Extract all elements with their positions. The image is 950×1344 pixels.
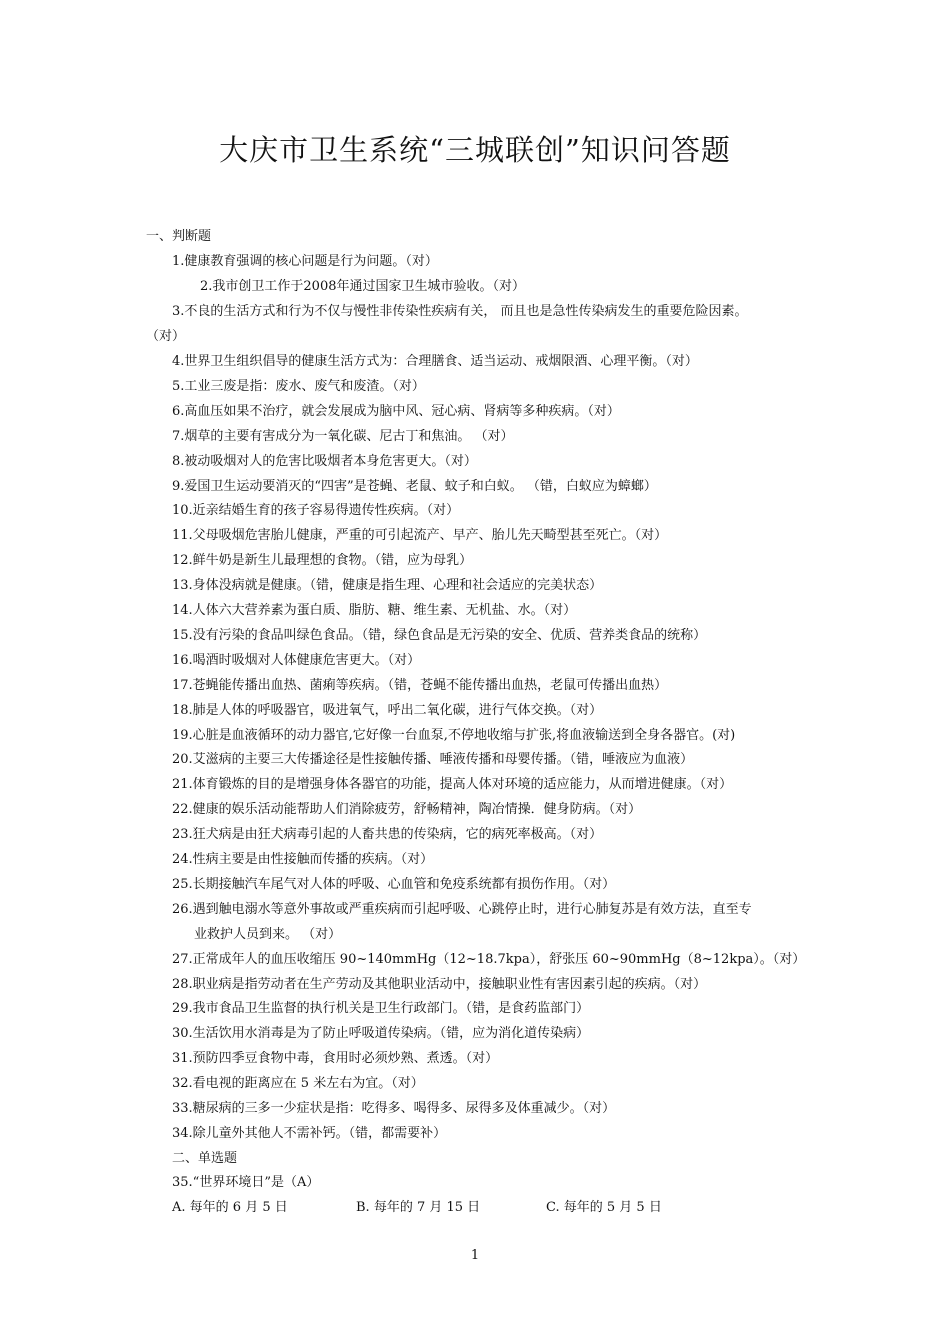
question-35-option-a: A. 每年的 6 月 5 日 <box>172 1200 288 1215</box>
question-5: 5.工业三废是指：废水、废气和废渣。（对） <box>172 379 425 394</box>
page-number: 1 <box>470 1248 480 1263</box>
question-2: 2.我市创卫工作于2008年通过国家卫生城市验收。（对） <box>200 279 525 294</box>
question-22: 22.健康的娱乐活动能帮助人们消除疲劳，舒畅精神，陶冶情操．健身防病。（对） <box>172 802 642 817</box>
question-26-line-1: 26.遇到触电溺水等意外事故或严重疾病而引起呼吸、心跳停止时，进行心肺复苏是有效方法，直至专 <box>172 902 752 917</box>
question-19: 19.心脏是血液循环的动力器官,它好像一台血泵,不停地收缩与扩张,将血液输送到全身各器官。(对) <box>172 728 736 743</box>
question-28: 28.职业病是指劳动者在生产劳动及其他职业活动中，接触职业性有害因素引起的疾病。（对） <box>172 977 707 992</box>
question-9: 9.爱国卫生运动要消灭的“四害”是苍蝇、老鼠、蚊子和白蚁。 （错，白蚁应为蟑螂） <box>172 479 657 494</box>
question-26-line-2: 业救护人员到来。 （对） <box>194 927 342 942</box>
question-25: 25.长期接触汽车尾气对人体的呼吸、心血管和免疫系统都有损伤作用。（对） <box>172 877 616 892</box>
question-1: 1.健康教育强调的核心问题是行为问题。（对） <box>172 254 438 269</box>
question-21: 21.体育锻炼的目的是增强身体各器官的功能，提高人体对环境的适应能力，从而增进健康。（对） <box>172 777 733 792</box>
question-8: 8.被动吸烟对人的危害比吸烟者本身危害更大。（对） <box>172 454 477 469</box>
question-29: 29.我市食品卫生监督的执行机关是卫生行政部门。（错，是食药监部门） <box>172 1001 590 1016</box>
question-12: 12.鲜牛奶是新生儿最理想的食物。（错，应为母乳） <box>172 553 473 568</box>
question-6: 6.高血压如果不治疗，就会发展成为脑中风、冠心病、肾病等多种疾病。（对） <box>172 404 620 419</box>
question-23: 23.狂犬病是由狂犬病毒引起的人畜共患的传染病，它的病死率极高。（对） <box>172 827 603 842</box>
question-17: 17.苍蝇能传播出血热、菌痢等疾病。（错，苍蝇不能传播出血热，老鼠可传播出血热） <box>172 678 668 693</box>
question-3-line-1: 3.不良的生活方式和行为不仅与慢性非传染性疾病有关， 而且也是急性传染病发生的重要危险因素。 <box>172 304 748 319</box>
question-16: 16.喝酒时吸烟对人体健康危害更大。（对） <box>172 653 421 668</box>
question-20: 20.艾滋病的主要三大传播途径是性接触传播、唾液传播和母婴传播。（错，唾液应为血液） <box>172 752 694 767</box>
section-heading-single-choice: 二、单选题 <box>172 1151 238 1166</box>
question-4: 4.世界卫生组织倡导的健康生活方式为：合理膳食、适当运动、戒烟限酒、心理平衡。（对） <box>172 354 698 369</box>
question-35-option-c: C. 每年的 5 月 5 日 <box>546 1200 662 1215</box>
question-33: 33.糖尿病的三多一少症状是指：吃得多、喝得多、尿得多及体重减少。（对） <box>172 1101 616 1116</box>
question-18: 18.肺是人体的呼吸器官，吸进氧气，呼出二氧化碳，进行气体交换。（对） <box>172 703 603 718</box>
question-24: 24.性病主要是由性接触而传播的疾病。（对） <box>172 852 434 867</box>
question-35-option-b: B. 每年的 7 月 15 日 <box>356 1200 481 1215</box>
question-32: 32.看电视的距离应在 5 米左右为宜。（对） <box>172 1076 424 1091</box>
question-30: 30.生活饮用水消毒是为了防止呼吸道传染病。（错，应为消化道传染病） <box>172 1026 590 1041</box>
question-11: 11.父母吸烟危害胎儿健康，严重的可引起流产、早产、胎儿先天畸型甚至死亡。（对） <box>172 528 668 543</box>
question-7: 7.烟草的主要有害成分为一氧化碳、尼古丁和焦油。 （对） <box>172 429 514 444</box>
question-3-line-2: （对） <box>146 329 186 344</box>
question-14: 14.人体六大营养素为蛋白质、脂肪、糖、维生素、无机盐、水。（对） <box>172 603 577 618</box>
question-13: 13.身体没病就是健康。（错，健康是指生理、心理和社会适应的完美状态） <box>172 578 603 593</box>
question-35: 35.“世界环境日”是（A） <box>172 1175 320 1190</box>
question-10: 10.近亲结婚生育的孩子容易得遗传性疾病。（对） <box>172 503 460 518</box>
question-15: 15.没有污染的食品叫绿色食品。（错，绿色食品是无污染的安全、优质、营养类食品的统称） <box>172 628 707 643</box>
question-27: 27.正常成年人的血压收缩压 90~140mmHg（12~18.7kpa），舒张压 60~90mmHg（8~12kpa）。（对） <box>172 952 806 967</box>
question-34: 34.除儿童外其他人不需补钙。（错，都需要补） <box>172 1126 447 1141</box>
section-heading-judgment: 一、判断题 <box>146 229 212 244</box>
question-31: 31.预防四季豆食物中毒，食用时必须炒熟、煮透。（对） <box>172 1051 499 1066</box>
document-title: 大庆市卫生系统“三城联创”知识问答题 <box>219 133 731 167</box>
